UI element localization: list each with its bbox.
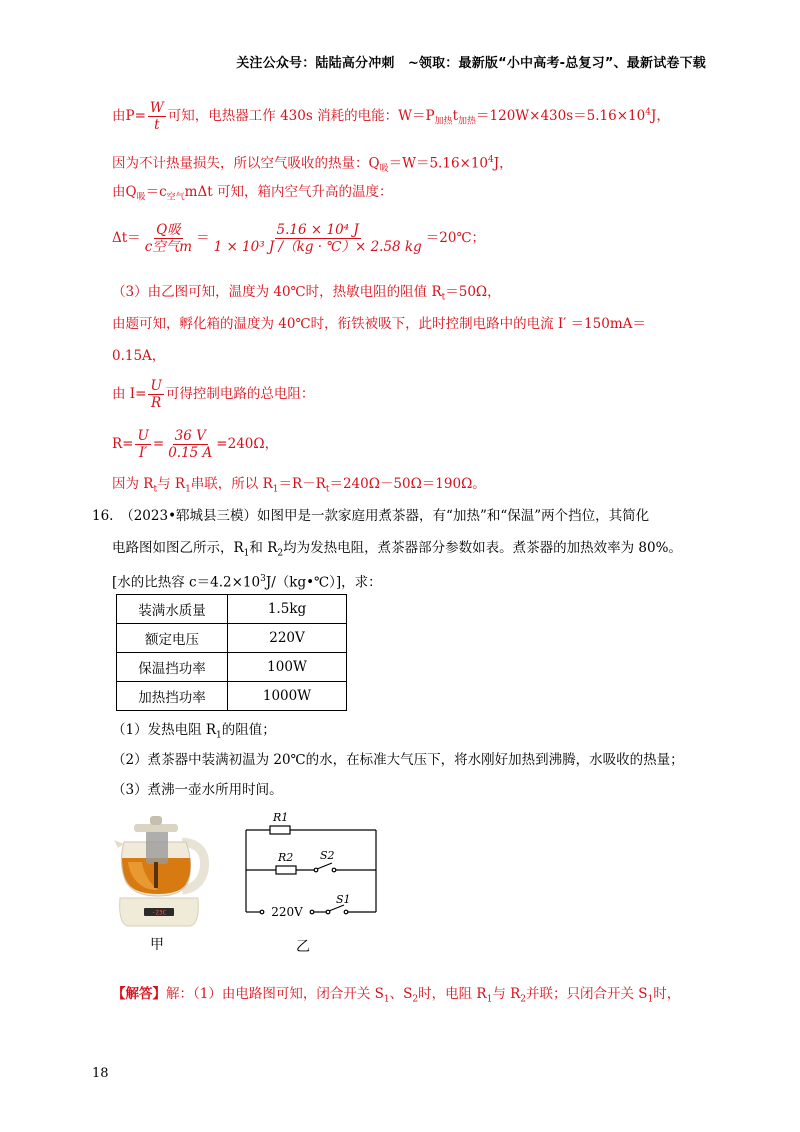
subscript: 空气: [166, 192, 185, 203]
answer-line: [112, 984, 680, 1010]
fraction-w-over-t: [148, 100, 166, 133]
text-segment: ＝240Ω－50Ω＝190Ω。: [329, 476, 486, 492]
kettle-display: -23C: [151, 909, 167, 917]
table-cell: 额定电压: [117, 624, 228, 653]
subquestion-3: （3）煮沸一壶水所用时间。: [112, 782, 283, 798]
label-r2: R2: [278, 851, 294, 864]
text-segment: 均为发热电阻，煮茶器部分参数如表。煮茶器的加热效率为 80%。: [283, 540, 682, 556]
text-segment: 时，: [653, 986, 681, 1002]
text-segment: 与 R: [492, 986, 521, 1002]
subscript: 加热: [458, 116, 477, 127]
solution-line-3: [112, 182, 392, 208]
subscript: t: [153, 484, 158, 495]
fraction-numerator: 36 V: [174, 428, 206, 444]
text-segment: 由 I=: [112, 386, 147, 402]
text-segment: 可得控制电路的总电阻：: [165, 386, 315, 402]
subscript: 吸: [379, 164, 389, 175]
table-cell: 加热挡功率: [117, 682, 228, 711]
page-number: 18: [92, 1066, 109, 1081]
figure-label-yi: 乙: [296, 939, 310, 955]
text-segment: 串联，所以 R: [190, 476, 273, 492]
solution-line-5: [112, 282, 501, 308]
text-segment: 与 R: [157, 476, 186, 492]
subscript: t: [325, 484, 330, 495]
solution-line-7: 0.15A，: [112, 348, 166, 364]
text-segment: 由Q: [112, 184, 137, 200]
text-segment: 、S: [389, 986, 413, 1002]
fraction-36v-over-015a: [166, 428, 214, 461]
table-cell: 1000W: [228, 682, 347, 711]
text-segment: J，: [650, 108, 670, 124]
tea-kettle-image: [108, 812, 218, 930]
fraction-denominator: 1 × 10³ J /（kg · ℃）× 2.58 kg: [213, 239, 422, 255]
text-segment: 解：（1）由电路图可知，闭合开关 S: [166, 986, 384, 1002]
table-row: [117, 624, 347, 653]
text-segment: 并联；只闭合开关 S: [526, 986, 648, 1002]
label-voltage: 220V: [271, 905, 303, 919]
subquestion-1: [112, 720, 276, 746]
subscript: 1: [383, 994, 390, 1005]
table-row: [117, 595, 347, 624]
text-segment: 因为不计热量损失，所以空气吸收的热量：Q: [112, 155, 380, 172]
label-s2: S2: [320, 849, 335, 862]
subscript: t: [441, 292, 446, 303]
subscript: 1: [272, 484, 279, 495]
text-segment: J，: [493, 155, 513, 172]
fraction-denominator: 0.15 A: [168, 445, 213, 461]
text-segment: 和 R: [249, 540, 278, 556]
text-segment: =240Ω，: [216, 436, 279, 452]
text-segment: 可知，电热器工作 430s 消耗的电能：W＝P: [167, 108, 435, 124]
text-segment: 的阻值；: [221, 722, 276, 738]
text-segment: 因为 R: [112, 476, 154, 492]
subscript: 2: [277, 548, 284, 559]
subscript: 1: [647, 994, 654, 1005]
figure-label-jia: 甲: [150, 937, 164, 953]
text-segment: （3）由乙图可知，温度为 40℃时，热敏电阻的阻值 R: [112, 284, 442, 300]
subscript: 吸: [136, 192, 146, 203]
text-segment: [水的比热容 c＝4.2×10: [112, 574, 261, 591]
text-segment: 电路图如图乙所示，R: [112, 540, 244, 556]
solution-line-4: [112, 222, 485, 255]
text-segment: mΔt 可知，箱内空气升高的温度：: [184, 184, 393, 200]
text-segment: ＝W＝5.16×10: [388, 155, 489, 172]
subscript: 2: [520, 994, 527, 1005]
text-segment: R=: [112, 436, 134, 452]
table-cell: 装满水质量: [117, 595, 228, 624]
superscript: 4: [488, 155, 494, 165]
subscript: 1: [243, 548, 250, 559]
text-segment: 由P=: [112, 108, 146, 124]
question-16-line-3: [112, 569, 382, 593]
table-cell: 100W: [228, 653, 347, 682]
text-segment: ＝120W×430s＝5.16×10: [476, 108, 646, 124]
solution-line-10: [112, 474, 486, 500]
table-cell: 1.5kg: [228, 595, 347, 624]
subquestion-2: （2）煮茶器中装满初温为 20℃的水，在标准大气压下，将水刚好加热到沸腾，水吸收的热量；: [112, 752, 684, 768]
fraction-q-over-cm: [143, 222, 194, 255]
text-segment: ＝R－R: [278, 476, 326, 492]
fraction-u-over-i: [135, 428, 150, 461]
solution-line-6: 由题可知，孵化箱的温度为 40℃时，衔铁被吸下，此时控制电路中的电流 I′ ＝150mA＝: [112, 316, 646, 332]
label-r1: R1: [273, 811, 289, 824]
text-segment: J/（kg•℃）]，求：: [265, 574, 382, 591]
text-segment: Δt＝: [112, 230, 141, 246]
table-cell: 220V: [228, 624, 347, 653]
question-16-line-2: [112, 538, 682, 564]
fraction-numeric: [212, 222, 424, 255]
text-segment: ＝20℃；: [425, 230, 486, 246]
fraction-denominator: R: [151, 395, 162, 411]
fraction-numerator: W: [149, 100, 164, 116]
subscript: 1: [486, 994, 493, 1005]
circuit-diagram: [240, 808, 390, 928]
page-header: 关注公众号：陆陆高分冲刺 ~领取：最新版“小中高考-总复习”、最新试卷下载: [236, 56, 706, 71]
subscript: 1: [216, 730, 222, 741]
fraction-numerator: U: [150, 378, 162, 394]
parameter-table: [116, 594, 347, 711]
solution-line-2: [112, 150, 513, 179]
fraction-numerator: Q吸: [156, 222, 181, 238]
table-row: [117, 682, 347, 711]
question-16-line-1: 16. （2023•郓城县三模）如图甲是一款家庭用煮茶器，有“加热”和“保温”两个挡位，其简化: [92, 508, 650, 524]
solution-line-9: [112, 428, 278, 461]
text-segment: 时，电阻 R: [418, 986, 487, 1002]
subscript: 加热: [434, 116, 453, 127]
superscript: 4: [645, 107, 651, 118]
fraction-numerator: 5.16 × 10⁴ J: [276, 222, 359, 238]
fraction-u-over-r: [148, 378, 163, 411]
table-row: [117, 653, 347, 682]
fraction-denominator: I′: [138, 445, 148, 461]
solution-line-1: [112, 100, 670, 133]
solution-line-8: [112, 378, 314, 411]
text-segment: ＝50Ω，: [445, 284, 501, 300]
fraction-denominator: c空气m: [144, 239, 193, 255]
fraction-denominator: t: [154, 117, 160, 133]
fraction-numerator: U: [137, 428, 149, 444]
text-segment: ＝c: [145, 184, 167, 200]
table-cell: 保温挡功率: [117, 653, 228, 682]
subscript: 2: [412, 994, 419, 1005]
answer-tag: 【解答】: [112, 986, 166, 1002]
text-segment: （1）发热电阻 R: [112, 722, 217, 738]
label-s1: S1: [336, 893, 351, 906]
text-segment: t: [452, 108, 458, 124]
text-segment: =: [152, 436, 165, 452]
subscript: 1: [185, 484, 191, 495]
text-segment: ＝: [196, 230, 210, 246]
superscript: 3: [260, 574, 266, 584]
